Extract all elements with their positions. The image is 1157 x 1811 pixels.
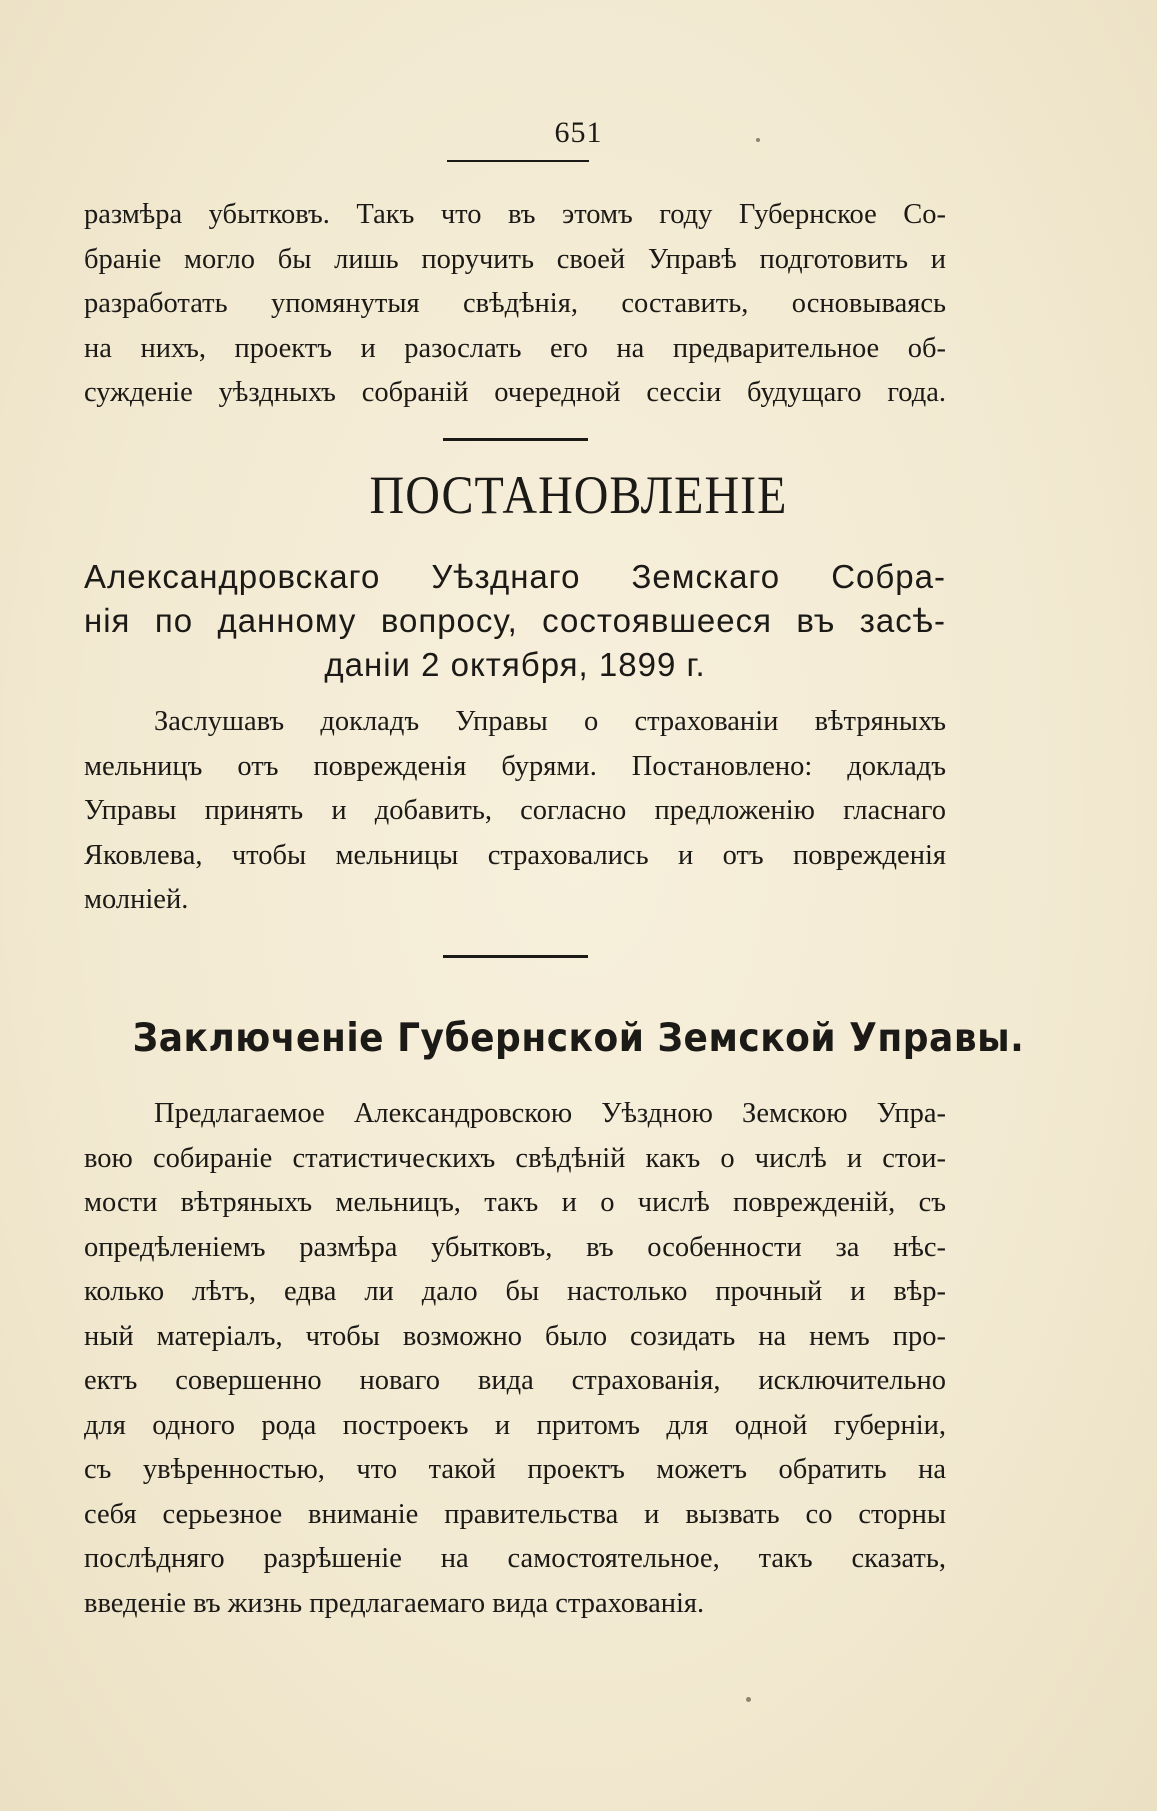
text-line: послѣдняго разрѣшеніе на самостоятельное, такъ сказать,	[84, 1543, 946, 1574]
resolution-text	[84, 700, 946, 923]
text-line: опредѣленіемъ размѣра убытковъ, въ особенности за нѣс-	[84, 1231, 946, 1263]
text-line: Заслушавъ докладъ Управы о страхованіи вѣтряныхъ	[154, 706, 946, 737]
conclusion-title: Заключеніе Губернской Земской Управы.	[132, 1016, 1025, 1061]
text-line: на нихъ, проектъ и разослать его на предварительное об-	[84, 332, 946, 364]
subtitle-line: нія по данному вопросу, состоявшееся въ засѣ-	[84, 602, 946, 639]
text-line: сужденіе уѣздныхъ собраній очередной сессіи будущаго года.	[84, 377, 946, 408]
text-line: ный матеріалъ, чтобы возможно было созидать на немъ про-	[84, 1320, 946, 1352]
subtitle-line: даніи 2 октября, 1899 г.	[324, 646, 706, 683]
text-line: Предлагаемое Александровскою Уѣздною Земскою Упра-	[154, 1098, 946, 1129]
text-line: мости вѣтряныхъ мельницъ, такъ и о числѣ поврежденій, съ	[84, 1187, 946, 1218]
page-number: 651	[554, 116, 603, 149]
text-line: для одного рода построекъ и притомъ для одной губерніи,	[84, 1409, 946, 1441]
text-line: размѣра убытковъ. Такъ что въ этомъ году Губернское Со-	[84, 199, 946, 230]
text-line: себя серьезное вниманіе правительства и вызвать со сторны	[84, 1498, 946, 1530]
text-line: молніей.	[84, 884, 189, 915]
ink-speck	[746, 1697, 751, 1702]
text-line: введеніе въ жизнь предлагаемаго вида страхованія.	[84, 1587, 705, 1619]
text-line: разработать упомянутыя свѣдѣнія, составить, основываясь	[84, 288, 946, 319]
conclusion-text	[84, 1092, 946, 1626]
section-divider	[443, 438, 588, 441]
resolution-title: ПОСТАНОВЛЕНІЕ	[369, 465, 788, 526]
resolution-subtitle	[84, 555, 946, 687]
text-line: браніе могло бы лишь поручить своей Управѣ подготовить и	[84, 243, 946, 275]
text-line: Управы принять и добавить, согласно предложенію гласнаго	[84, 795, 946, 826]
text-line: съ увѣренностью, что такой проектъ можетъ обратить на	[84, 1454, 946, 1485]
text-line: Яковлева, чтобы мельницы страховались и отъ поврежденія	[84, 839, 946, 871]
page-number-underline	[447, 160, 589, 162]
ink-speck	[756, 138, 760, 142]
text-line: вою собираніе статистическихъ свѣдѣній какъ о числѣ и стои-	[84, 1142, 946, 1174]
subtitle-line: Александровскаго Уѣзднаго Земскаго Собра-	[84, 558, 946, 595]
text-line: ектъ совершенно новаго вида страхованія, исключительно	[84, 1365, 946, 1396]
top-paragraph	[84, 193, 946, 416]
text-line: колько лѣтъ, едва ли дало бы настолько прочный и вѣр-	[84, 1276, 946, 1307]
text-line: мельницъ отъ поврежденія бурями. Постановлено: докладъ	[84, 750, 946, 782]
section-divider	[443, 955, 588, 958]
